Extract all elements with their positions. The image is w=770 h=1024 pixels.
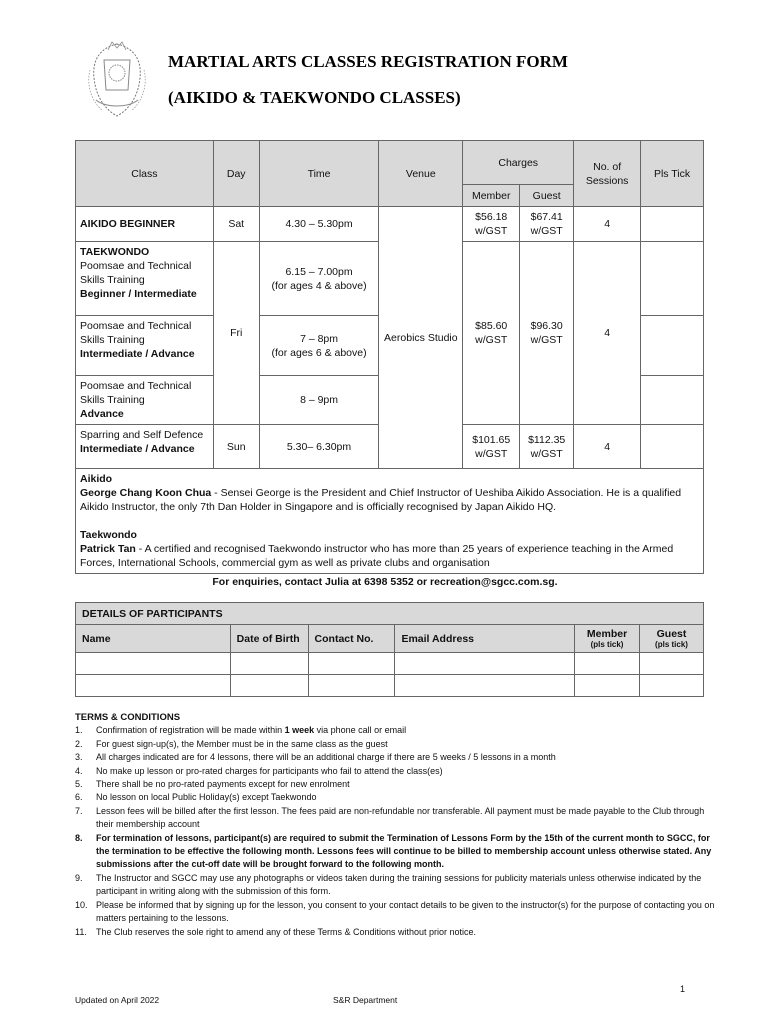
terms-title: TERMS & CONDITIONS [75, 712, 181, 723]
term-number: 3. [75, 752, 83, 763]
term-item [75, 724, 715, 737]
participants-table [75, 602, 704, 697]
term-text: Confirmation of registration will be made within [96, 725, 285, 736]
class-tkd-title: TAEKWONDO [80, 246, 150, 258]
tick-tkd-beginner[interactable] [641, 242, 704, 316]
participant-contact-field[interactable] [308, 675, 395, 697]
class-tkd-level: Intermediate / Advance [80, 348, 195, 360]
tick-sparring[interactable] [641, 425, 704, 469]
instructor-tkd-text: - A certified and recognised Taekwondo instructor who has more than 25 years of experience teaching in the Armed Forces, International Schools, commercial gym as well as private clubs and organisation [80, 543, 674, 569]
guest-label: Guest [656, 628, 687, 640]
time-tkd-beginner-note: (for ages 4 & above) [271, 279, 367, 292]
participant-guest-header [640, 625, 704, 653]
term-text: Please be informed that by signing up for the lesson, you consent to your contact details to be given to the instructor(s) for the purpose of contacting you on matters pertaining to the lessons. [96, 899, 715, 924]
price-member-fri: $85.60 w/GST [463, 242, 520, 425]
term-text: For termination of lessons, participant(s) are required to submit the Termination of Lessons Form by the 15th of the current month to SGCC, for the termination to be effective the following month. Lessons fees will continue to be billed to membership account unless otherwise stated. Any submissions after the cut-off date will be brought forward to the following month. [96, 832, 712, 870]
header-tick: Pls Tick [641, 141, 704, 207]
class-tkd-intermediate [76, 316, 214, 376]
instructor-info [76, 469, 704, 574]
instructor-aikido-name: George Chang Koon Chua [80, 487, 212, 499]
footer-updated: Updated on April 2022 [75, 995, 160, 1005]
participant-member-tick[interactable] [575, 653, 640, 675]
term-number: 2. [75, 738, 83, 749]
term-number: 5. [75, 779, 83, 790]
term-number: 8. [75, 832, 83, 843]
day-fri [213, 242, 259, 425]
header-charges: Charges [463, 141, 574, 185]
participant-member-tick[interactable] [575, 675, 640, 697]
class-tkd-desc: Poomsae and Technical Skills Training [80, 320, 192, 346]
term-number: 11. [75, 926, 87, 937]
form-title: MARTIAL ARTS CLASSES REGISTRATION FORM [168, 52, 568, 71]
term-number: 10. [75, 899, 88, 910]
club-crest-logo [82, 40, 152, 122]
class-tkd-desc: Poomsae and Technical Skills Training [80, 260, 192, 286]
page-number: 1 [680, 984, 686, 994]
class-sparring-desc: Sparring and Self Defence [80, 429, 204, 441]
term-text: Lesson fees will be billed after the first lesson. The fees paid are non-refundable nor transferable. All payment must be made payable to the Club through their membership account [96, 805, 705, 830]
participant-email-field[interactable] [395, 675, 575, 697]
term-text: There shall be no pro-rated payments except for new enrolment [96, 779, 350, 790]
term-item [75, 791, 715, 804]
participant-dob-field[interactable] [230, 675, 308, 697]
sessions-fri: 4 [574, 242, 641, 425]
header-time: Time [259, 141, 379, 207]
term-text: via phone call or email [314, 725, 407, 736]
term-item [75, 899, 715, 926]
participant-dob-header: Date of Birth [230, 625, 308, 653]
enquiry-contact: For enquiries, contact Julia at 6398 5352 or recreation@sgcc.com.sg. [212, 576, 558, 588]
term-item [75, 751, 715, 764]
venue: Aerobics Studio [379, 207, 463, 469]
participant-row [76, 653, 704, 675]
header-guest: Guest [520, 185, 574, 207]
sessions-sun: 4 [574, 425, 641, 469]
term-text: For guest sign-up(s), the Member must be in the same class as the guest [96, 738, 388, 749]
time-tkd-intermediate [259, 316, 379, 376]
participant-email-header: Email Address [395, 625, 575, 653]
sessions-aikido: 4 [574, 207, 641, 242]
instructor-aikido-heading: Aikido [80, 473, 113, 485]
tick-tkd-intermediate[interactable] [641, 316, 704, 376]
time-tkd-intermediate-note: (for ages 6 & above) [271, 346, 367, 359]
term-text: All charges indicated are for 4 lessons, there will be an additional charge if there are 5 weeks / 5 lessons in a month [96, 752, 556, 763]
participants-title: DETAILS OF PARTICIPANTS [76, 603, 704, 625]
day-sat: Sat [213, 207, 259, 242]
instructor-tkd-name: Patrick Tan [80, 543, 136, 555]
participant-guest-tick[interactable] [640, 653, 704, 675]
header-day: Day [213, 141, 259, 207]
header-venue: Venue [379, 141, 463, 207]
class-tkd-level: Beginner / Intermediate [80, 288, 197, 300]
time-tkd-beginner [259, 242, 379, 316]
participant-row [76, 675, 704, 697]
member-tick-note: (pls tick) [590, 640, 624, 649]
term-item [75, 805, 715, 832]
term-text-bold: 1 week [284, 725, 315, 736]
term-number: 7. [75, 805, 83, 816]
instructor-aikido-bio [80, 486, 699, 514]
price-guest-sun: $112.35 w/GST [520, 425, 574, 469]
instructor-tkd-bio [80, 542, 699, 570]
class-tkd-beginner [76, 242, 214, 316]
class-tkd-advance [76, 376, 214, 425]
class-tkd-level: Advance [80, 408, 124, 420]
term-number: 4. [75, 765, 83, 776]
day-fri-label: Fri [230, 327, 243, 339]
price-member-sun: $101.65 w/GST [463, 425, 520, 469]
term-item [75, 765, 715, 778]
instructor-aikido-text: - Sensei George is the President and Chief Instructor of Ueshiba Aikido Association. He is a qualified Aikido Instructor, the only 7th Dan Holder in Singapore and is officially recognised by Japan Aikido HQ. [80, 487, 682, 513]
footer-department: S&R Department [333, 995, 398, 1005]
price-guest-aikido: $67.41 w/GST [520, 207, 574, 242]
class-sparring-level: Intermediate / Advance [80, 443, 195, 455]
time-tkd-advance: 8 – 9pm [259, 376, 379, 425]
price-member-aikido: $56.18 w/GST [463, 207, 520, 242]
term-item [75, 926, 715, 939]
term-number: 1. [75, 725, 83, 736]
price-guest-fri: $96.30 w/GST [520, 242, 574, 425]
guest-tick-note: (pls tick) [655, 640, 688, 649]
terms-and-conditions [75, 711, 715, 939]
participant-email-field[interactable] [395, 653, 575, 675]
tick-aikido[interactable] [641, 207, 704, 242]
participant-guest-tick[interactable] [640, 675, 704, 697]
class-tkd-desc: Poomsae and Technical Skills Training [80, 380, 192, 406]
header-class: Class [76, 141, 214, 207]
class-aikido: AIKIDO BEGINNER [76, 207, 214, 242]
term-item [75, 832, 715, 872]
participant-name-field[interactable] [76, 675, 231, 697]
term-text: The Club reserves the sole right to amend any of these Terms & Conditions without prior notice. [96, 926, 477, 937]
term-item [75, 778, 715, 791]
time-tkd-beginner-range: 6.15 – 7.00pm [285, 265, 353, 278]
term-text: No make up lesson or pro-rated charges for participants who fail to attend the class(es) [96, 765, 443, 776]
classes-table [75, 140, 704, 574]
participant-contact-header: Contact No. [308, 625, 395, 653]
term-text: No lesson on local Public Holiday(s) except Taekwondo [96, 792, 317, 803]
participant-member-header [575, 625, 640, 653]
member-label: Member [586, 628, 628, 640]
term-text: The Instructor and SGCC may use any photographs or videos taken during the training sessions for publicity materials unless otherwise indicated by the participant in writing along with the submission of this form. [96, 872, 702, 897]
participant-name-field[interactable] [76, 653, 231, 675]
instructor-tkd-heading: Taekwondo [80, 529, 137, 541]
tick-tkd-advance[interactable] [641, 376, 704, 425]
header-member: Member [463, 185, 520, 207]
time-sparring: 5.30– 6.30pm [259, 425, 379, 469]
term-item [75, 872, 715, 899]
time-aikido: 4.30 – 5.30pm [259, 207, 379, 242]
participant-name-header: Name [76, 625, 231, 653]
class-sparring [76, 425, 214, 469]
term-number: 6. [75, 792, 83, 803]
table-row [76, 207, 704, 242]
form-subtitle: (AIKIDO & TAEKWONDO CLASSES) [168, 88, 461, 107]
term-number: 9. [75, 872, 83, 883]
day-sun: Sun [213, 425, 259, 469]
table-row [76, 469, 704, 574]
time-tkd-intermediate-range: 7 – 8pm [300, 332, 339, 345]
term-item [75, 738, 715, 751]
participant-dob-field[interactable] [230, 653, 308, 675]
header-sessions: No. of Sessions [574, 141, 641, 207]
participant-contact-field[interactable] [308, 653, 395, 675]
